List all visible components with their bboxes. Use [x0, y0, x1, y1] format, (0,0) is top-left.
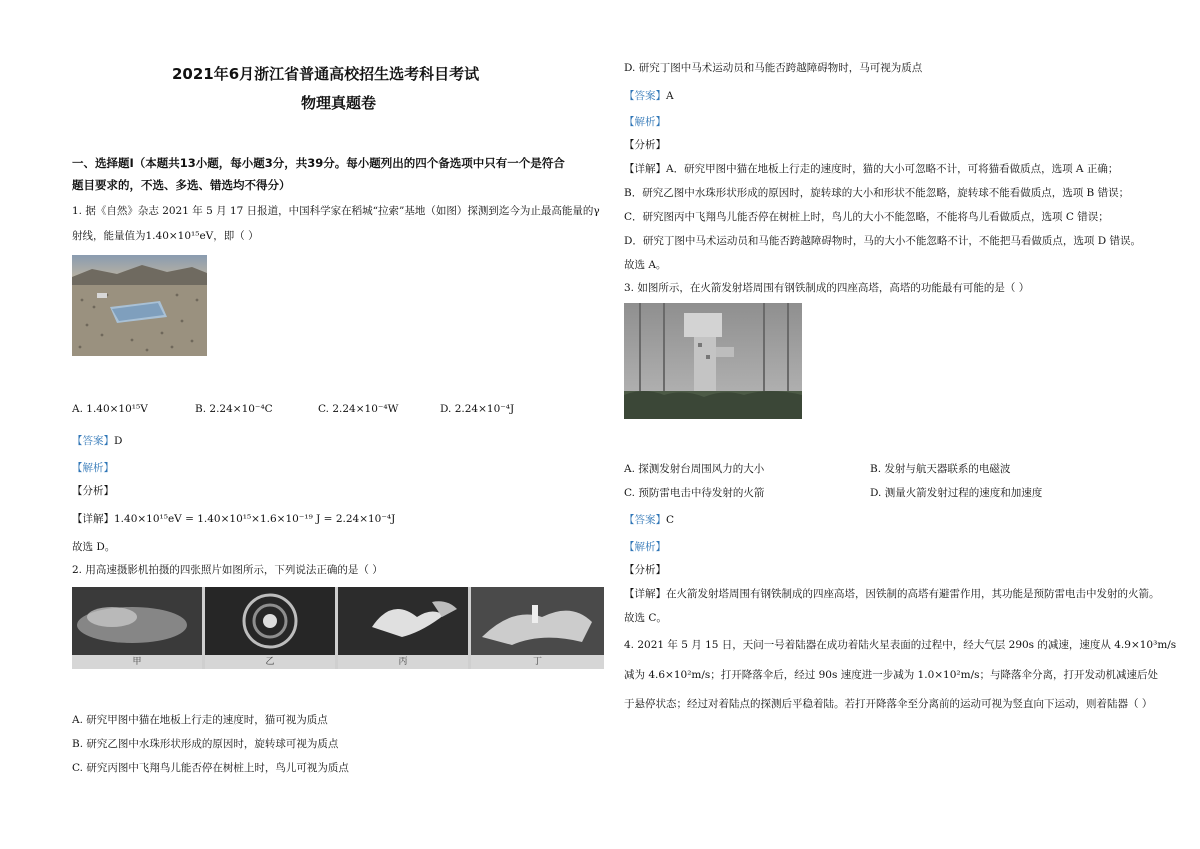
q3-detail: 【详解】在火箭发射塔周围有钢铁制成的四座高塔，因铁制的高塔有避雷作用，其功能是预防雷电击中发射的火箭。 — [624, 588, 1160, 600]
q4-stem-cont2: 于悬停状态；经过对着陆点的探测后平稳着陆。若打开降落伞至分离前的运动可视为竖直向下运动，则着陆器（ ） — [624, 698, 1153, 710]
section-heading-cont: 题目要求的，不选、多选、错选均不得分） — [72, 178, 291, 192]
exam-subtitle: 物理真题卷 — [301, 94, 377, 112]
q2-fenxi: 【分析】 — [624, 139, 666, 151]
q3-option-b: B. 发射与航天器联系的电磁波 — [870, 463, 1011, 475]
q2-photo-label-yi: 乙 — [205, 655, 335, 669]
q1-conclusion: 故选 D。 — [72, 541, 116, 553]
q1-option-d: D. 2.24×10⁻⁴J — [440, 403, 515, 415]
q1-option-a: A. 1.40×10¹⁵V — [72, 403, 148, 415]
q1-analysis-tag: 【解析】 — [72, 462, 114, 474]
q2-conclusion: 故选 A。 — [624, 259, 667, 271]
q2-option-c: C. 研究丙图中飞翔鸟儿能否停在树桩上时，鸟儿可视为质点 — [72, 762, 349, 774]
q3-conclusion: 故选 C。 — [624, 612, 667, 624]
q1-detail: 【详解】1.40×10¹⁵eV = 1.40×10¹⁵×1.6×10⁻¹⁹ J = 2.24×10⁻⁴J — [72, 513, 396, 525]
section-heading: 一、选择题Ⅰ（本题共13小题，每小题3分，共39分。每小题列出的四个备选项中只有一个是符合 — [72, 156, 565, 170]
q1-option-c: C. 2.24×10⁻⁴W — [318, 403, 399, 415]
q2-answer: 【答案】A — [624, 90, 674, 102]
q2-photo-label-bing: 丙 — [338, 655, 468, 669]
q1-option-b: B. 2.24×10⁻⁴C — [195, 403, 273, 415]
q2-photo-label-ding: 丁 — [471, 655, 604, 669]
q2-detail-c: C．研究图丙中飞翔鸟儿能否停在树桩上时，鸟儿的大小不能忽略，不能将鸟儿看做质点，选项 C 错误； — [624, 211, 1109, 223]
q3-option-c: C. 预防雷电击中待发射的火箭 — [624, 487, 765, 499]
q3-launch-tower-photo — [624, 303, 802, 419]
q2-detail-b: B．研究乙图中水珠形状形成的原因时，旋转球的大小和形状不能忽略，旋转球不能看做质点，选项 B 错误； — [624, 187, 1130, 199]
exam-title: 2021年6月浙江省普通高校招生选考科目考试 — [172, 65, 480, 83]
q2-detail-d: D．研究丁图中马术运动员和马能否跨越障碍物时，马的大小不能忽略不计，不能把马看做质点，选项 D 错误。 — [624, 235, 1142, 247]
q3-analysis-tag: 【解析】 — [624, 541, 666, 553]
q2-option-b: B. 研究乙图中水珠形状形成的原因时，旋转球可视为质点 — [72, 738, 339, 750]
q3-stem: 3. 如图所示，在火箭发射塔周围有钢铁制成的四座高塔，高塔的功能最有可能的是（ ） — [624, 282, 1030, 294]
q3-option-a: A. 探测发射台周围风力的大小 — [624, 463, 765, 475]
q2-photo-strip — [72, 587, 604, 669]
q2-option-d: D. 研究丁图中马术运动员和马能否跨越障碍物时，马可视为质点 — [624, 62, 923, 74]
q3-fenxi: 【分析】 — [624, 564, 666, 576]
q4-stem-cont: 减为 4.6×10²m/s；打开降落伞后，经过 90s 速度进一步减为 1.0×10²m/s；与降落伞分离，打开发动机减速后处 — [624, 669, 1158, 681]
q3-answer: 【答案】C — [624, 514, 675, 526]
q2-analysis-tag: 【解析】 — [624, 116, 666, 128]
q1-stem-cont: 射线，能量值为1.40×10¹⁵eV，即（ ） — [72, 230, 259, 242]
q1-lhaaso-photo — [72, 255, 207, 356]
q1-stem: 1. 据《自然》杂志 2021 年 5 月 17 日报道，中国科学家在稻城“拉索”基地（如图）探测到迄今为止最高能量的γ — [72, 205, 600, 217]
q3-option-d: D. 测量火箭发射过程的速度和加速度 — [870, 487, 1043, 499]
q1-answer: 【答案】D — [72, 435, 123, 447]
q2-detail-a: 【详解】A．研究甲图中猫在地板上行走的速度时，猫的大小可忽略不计，可将猫看做质点，选项 A 正确； — [624, 163, 1119, 175]
q2-stem: 2. 用高速摄影机拍摄的四张照片如图所示，下列说法正确的是（ ） — [72, 564, 383, 576]
q4-stem: 4. 2021 年 5 月 15 日，天问一号着陆器在成功着陆火星表面的过程中，经大气层 290s 的减速，速度从 4.9×10³m/s — [624, 639, 1177, 651]
q1-fenxi: 【分析】 — [72, 485, 114, 497]
q2-photo-label-jia: 甲 — [72, 655, 202, 669]
q2-option-a: A. 研究甲图中猫在地板上行走的速度时，猫可视为质点 — [72, 714, 328, 726]
